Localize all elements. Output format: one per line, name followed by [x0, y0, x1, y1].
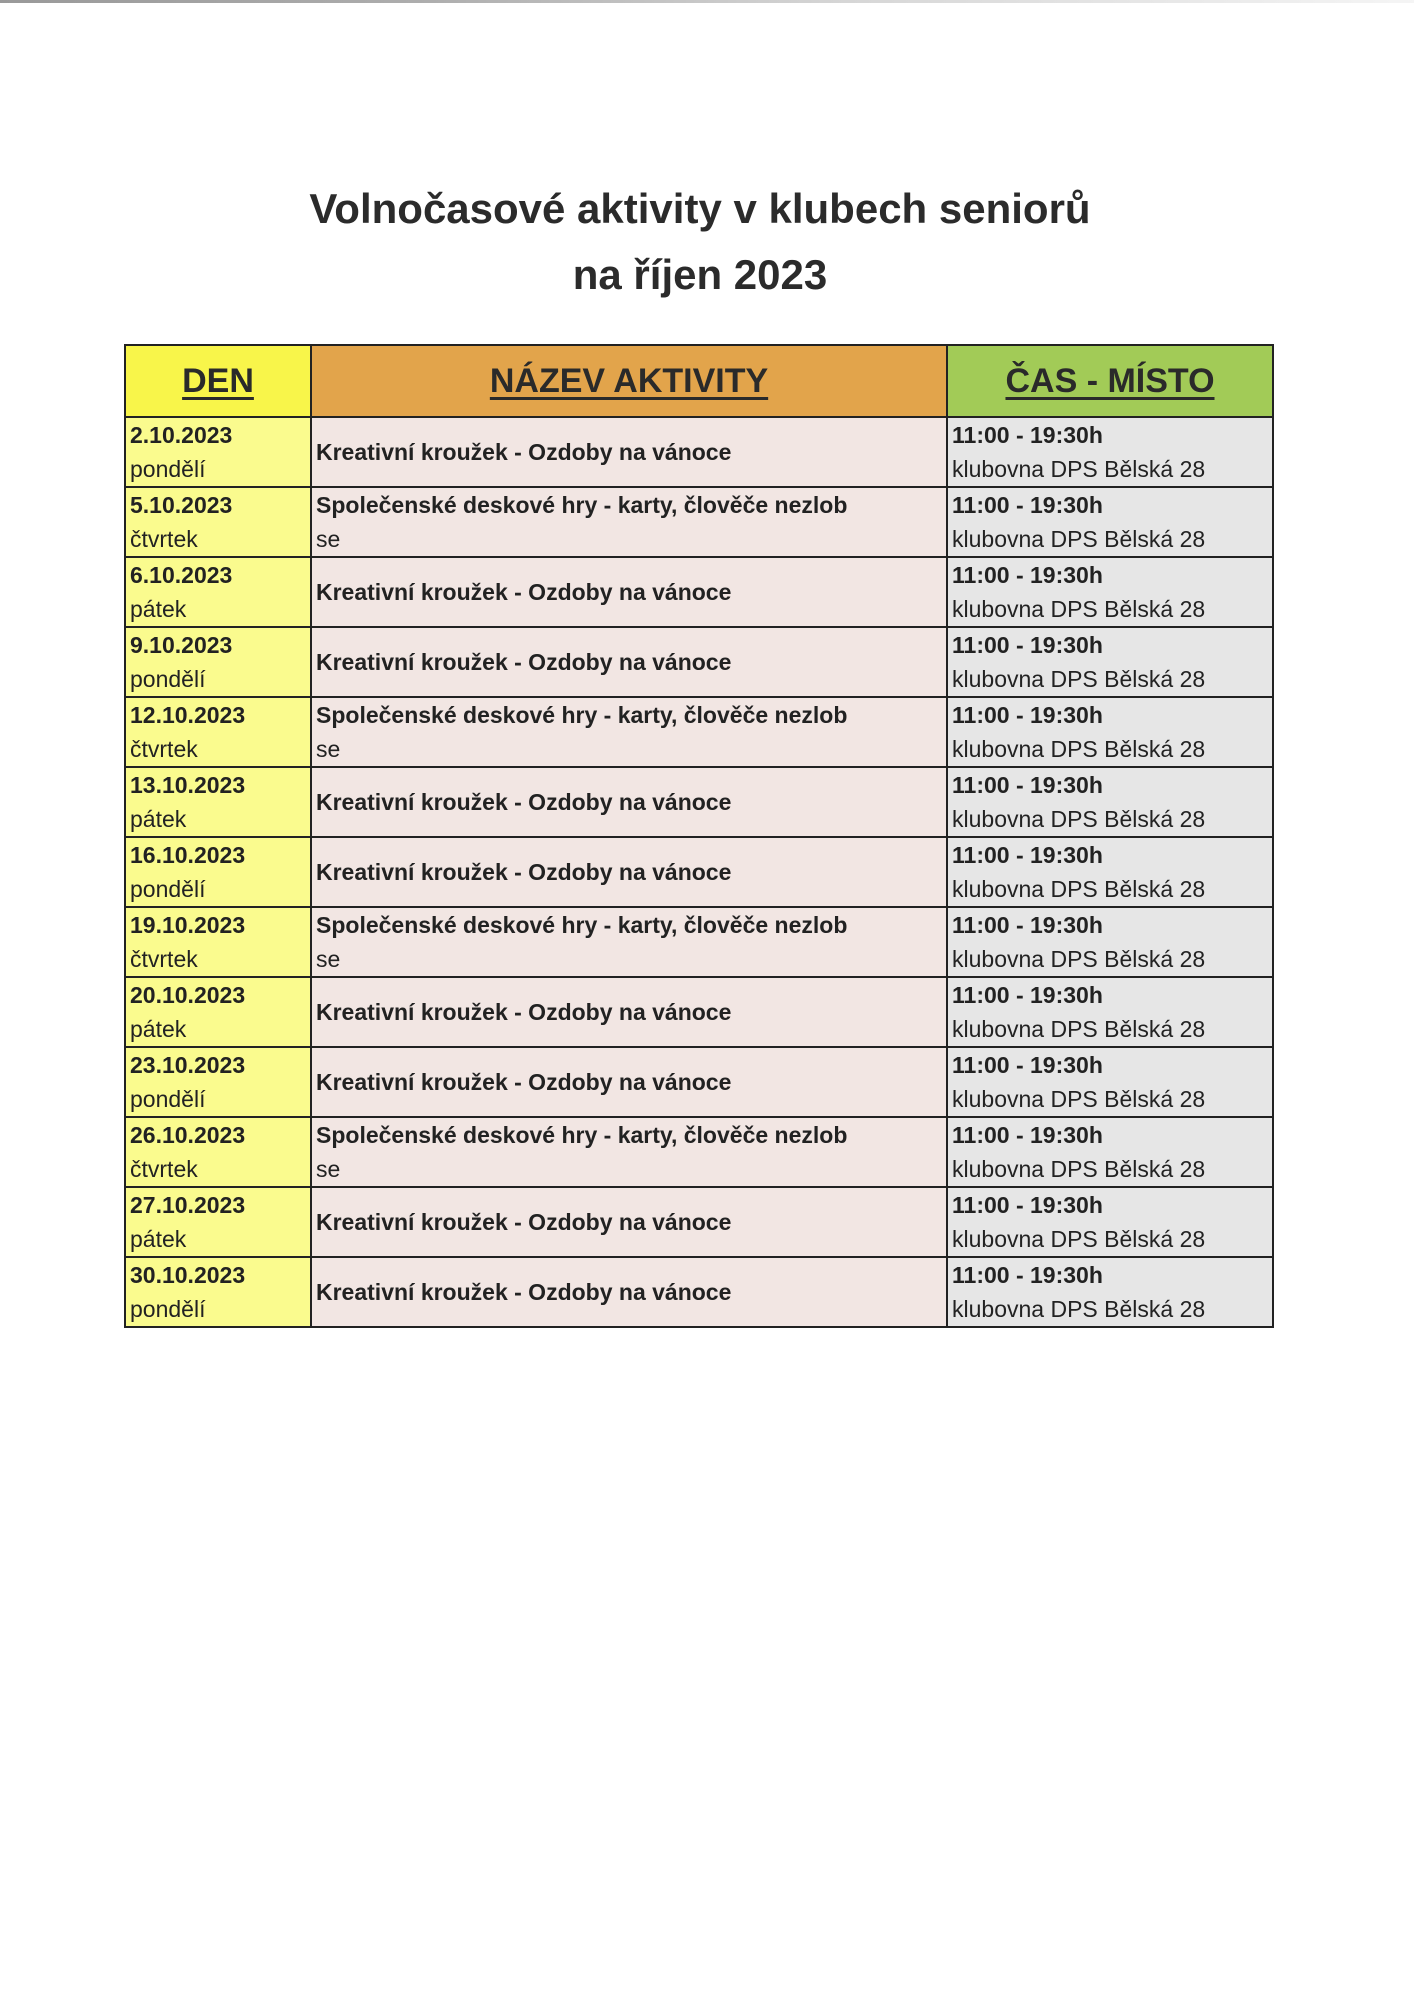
activity-schedule-table	[124, 344, 1274, 1328]
table-row	[125, 907, 1273, 977]
table-row	[125, 417, 1273, 487]
place-text: klubovna DPS Bělská 28	[952, 1156, 1206, 1182]
table-row	[125, 767, 1273, 837]
date-text: 27.10.2023	[130, 1192, 246, 1218]
time-text: 11:00 - 19:30h	[952, 982, 1103, 1008]
table-header-row	[125, 345, 1273, 417]
date-text: 30.10.2023	[130, 1262, 246, 1288]
time-place-cell	[947, 907, 1273, 977]
place-text: klubovna DPS Bělská 28	[952, 1086, 1206, 1112]
day-cell	[125, 837, 311, 907]
activity-cell	[311, 417, 947, 487]
activity-cell	[311, 627, 947, 697]
activity-text: Kreativní kroužek - Ozdoby na vánoce	[316, 579, 732, 605]
day-cell	[125, 1117, 311, 1187]
table-row	[125, 487, 1273, 557]
weekday-text: pondělí	[130, 1296, 206, 1322]
time-text: 11:00 - 19:30h	[952, 772, 1103, 798]
day-cell	[125, 487, 311, 557]
time-text: 11:00 - 19:30h	[952, 1122, 1103, 1148]
time-place-cell	[947, 767, 1273, 837]
time-place-cell	[947, 697, 1273, 767]
date-text: 16.10.2023	[130, 842, 246, 868]
activity-text-cont: se	[316, 526, 341, 552]
activity-text-cont: se	[316, 1156, 341, 1182]
day-cell	[125, 1257, 311, 1327]
place-text: klubovna DPS Bělská 28	[952, 806, 1206, 832]
time-text: 11:00 - 19:30h	[952, 632, 1103, 658]
weekday-text: pondělí	[130, 666, 206, 692]
activity-text: Kreativní kroužek - Ozdoby na vánoce	[316, 789, 732, 815]
weekday-text: čtvrtek	[130, 946, 198, 972]
activity-text: Společenské deskové hry - karty, člověče nezlob	[316, 1122, 848, 1148]
scan-edge	[0, 0, 1414, 3]
table-row	[125, 557, 1273, 627]
activity-text: Kreativní kroužek - Ozdoby na vánoce	[316, 439, 732, 465]
weekday-text: pondělí	[130, 1086, 206, 1112]
activity-cell	[311, 487, 947, 557]
activity-cell	[311, 1047, 947, 1117]
header-nazev-aktivity: NÁZEV AKTIVITY	[311, 345, 947, 417]
day-cell	[125, 767, 311, 837]
activity-cell	[311, 557, 947, 627]
activity-text: Kreativní kroužek - Ozdoby na vánoce	[316, 1209, 732, 1235]
date-text: 5.10.2023	[130, 492, 233, 518]
time-text: 11:00 - 19:30h	[952, 1192, 1103, 1218]
header-den: DEN	[125, 345, 311, 417]
activity-cell	[311, 1257, 947, 1327]
page-title	[0, 176, 1400, 308]
title-line-1: Volnočasové aktivity v klubech seniorů	[309, 185, 1091, 232]
time-text: 11:00 - 19:30h	[952, 422, 1103, 448]
day-cell	[125, 1187, 311, 1257]
activity-cell	[311, 837, 947, 907]
time-text: 11:00 - 19:30h	[952, 492, 1103, 518]
place-text: klubovna DPS Bělská 28	[952, 526, 1206, 552]
time-place-cell	[947, 557, 1273, 627]
place-text: klubovna DPS Bělská 28	[952, 456, 1206, 482]
table-row	[125, 837, 1273, 907]
activity-cell	[311, 907, 947, 977]
time-place-cell	[947, 1187, 1273, 1257]
time-place-cell	[947, 1257, 1273, 1327]
table-row	[125, 1187, 1273, 1257]
place-text: klubovna DPS Bělská 28	[952, 596, 1206, 622]
table-row	[125, 1257, 1273, 1327]
activity-text-cont: se	[316, 946, 341, 972]
weekday-text: čtvrtek	[130, 736, 198, 762]
table-row	[125, 1117, 1273, 1187]
weekday-text: pátek	[130, 596, 187, 622]
weekday-text: čtvrtek	[130, 526, 198, 552]
activity-text: Kreativní kroužek - Ozdoby na vánoce	[316, 1279, 732, 1305]
header-cas-misto: ČAS - MÍSTO	[947, 345, 1273, 417]
time-place-cell	[947, 627, 1273, 697]
date-text: 6.10.2023	[130, 562, 233, 588]
time-text: 11:00 - 19:30h	[952, 1052, 1103, 1078]
activity-cell	[311, 697, 947, 767]
title-line-2: na říjen 2023	[572, 251, 828, 298]
activity-text-cont: se	[316, 736, 341, 762]
table-body	[125, 417, 1273, 1327]
day-cell	[125, 697, 311, 767]
activity-text: Společenské deskové hry - karty, člověče nezlob	[316, 912, 848, 938]
weekday-text: pondělí	[130, 456, 206, 482]
activity-text: Kreativní kroužek - Ozdoby na vánoce	[316, 999, 732, 1025]
date-text: 23.10.2023	[130, 1052, 246, 1078]
weekday-text: pátek	[130, 1226, 187, 1252]
date-text: 2.10.2023	[130, 422, 233, 448]
time-text: 11:00 - 19:30h	[952, 702, 1103, 728]
place-text: klubovna DPS Bělská 28	[952, 876, 1206, 902]
activity-cell	[311, 767, 947, 837]
day-cell	[125, 977, 311, 1047]
time-place-cell	[947, 837, 1273, 907]
day-cell	[125, 907, 311, 977]
time-text: 11:00 - 19:30h	[952, 912, 1103, 938]
place-text: klubovna DPS Bělská 28	[952, 1226, 1206, 1252]
activity-cell	[311, 1187, 947, 1257]
activity-text: Společenské deskové hry - karty, člověče nezlob	[316, 702, 848, 728]
time-text: 11:00 - 19:30h	[952, 842, 1103, 868]
table-row	[125, 627, 1273, 697]
time-place-cell	[947, 417, 1273, 487]
activity-text: Kreativní kroužek - Ozdoby na vánoce	[316, 1069, 732, 1095]
weekday-text: pondělí	[130, 876, 206, 902]
time-text: 11:00 - 19:30h	[952, 1262, 1103, 1288]
day-cell	[125, 417, 311, 487]
time-text: 11:00 - 19:30h	[952, 562, 1103, 588]
date-text: 12.10.2023	[130, 702, 246, 728]
weekday-text: pátek	[130, 806, 187, 832]
time-place-cell	[947, 977, 1273, 1047]
day-cell	[125, 627, 311, 697]
time-place-cell	[947, 1117, 1273, 1187]
place-text: klubovna DPS Bělská 28	[952, 946, 1206, 972]
time-place-cell	[947, 487, 1273, 557]
activity-cell	[311, 1117, 947, 1187]
activity-text: Společenské deskové hry - karty, člověče nezlob	[316, 492, 848, 518]
table-row	[125, 1047, 1273, 1117]
place-text: klubovna DPS Bělská 28	[952, 1296, 1206, 1322]
date-text: 19.10.2023	[130, 912, 246, 938]
weekday-text: pátek	[130, 1016, 187, 1042]
date-text: 9.10.2023	[130, 632, 233, 658]
place-text: klubovna DPS Bělská 28	[952, 1016, 1206, 1042]
date-text: 20.10.2023	[130, 982, 246, 1008]
day-cell	[125, 557, 311, 627]
table-row	[125, 977, 1273, 1047]
date-text: 13.10.2023	[130, 772, 246, 798]
activity-cell	[311, 977, 947, 1047]
date-text: 26.10.2023	[130, 1122, 246, 1148]
place-text: klubovna DPS Bělská 28	[952, 736, 1206, 762]
activity-text: Kreativní kroužek - Ozdoby na vánoce	[316, 649, 732, 675]
activity-text: Kreativní kroužek - Ozdoby na vánoce	[316, 859, 732, 885]
table-row	[125, 697, 1273, 767]
day-cell	[125, 1047, 311, 1117]
weekday-text: čtvrtek	[130, 1156, 198, 1182]
place-text: klubovna DPS Bělská 28	[952, 666, 1206, 692]
time-place-cell	[947, 1047, 1273, 1117]
